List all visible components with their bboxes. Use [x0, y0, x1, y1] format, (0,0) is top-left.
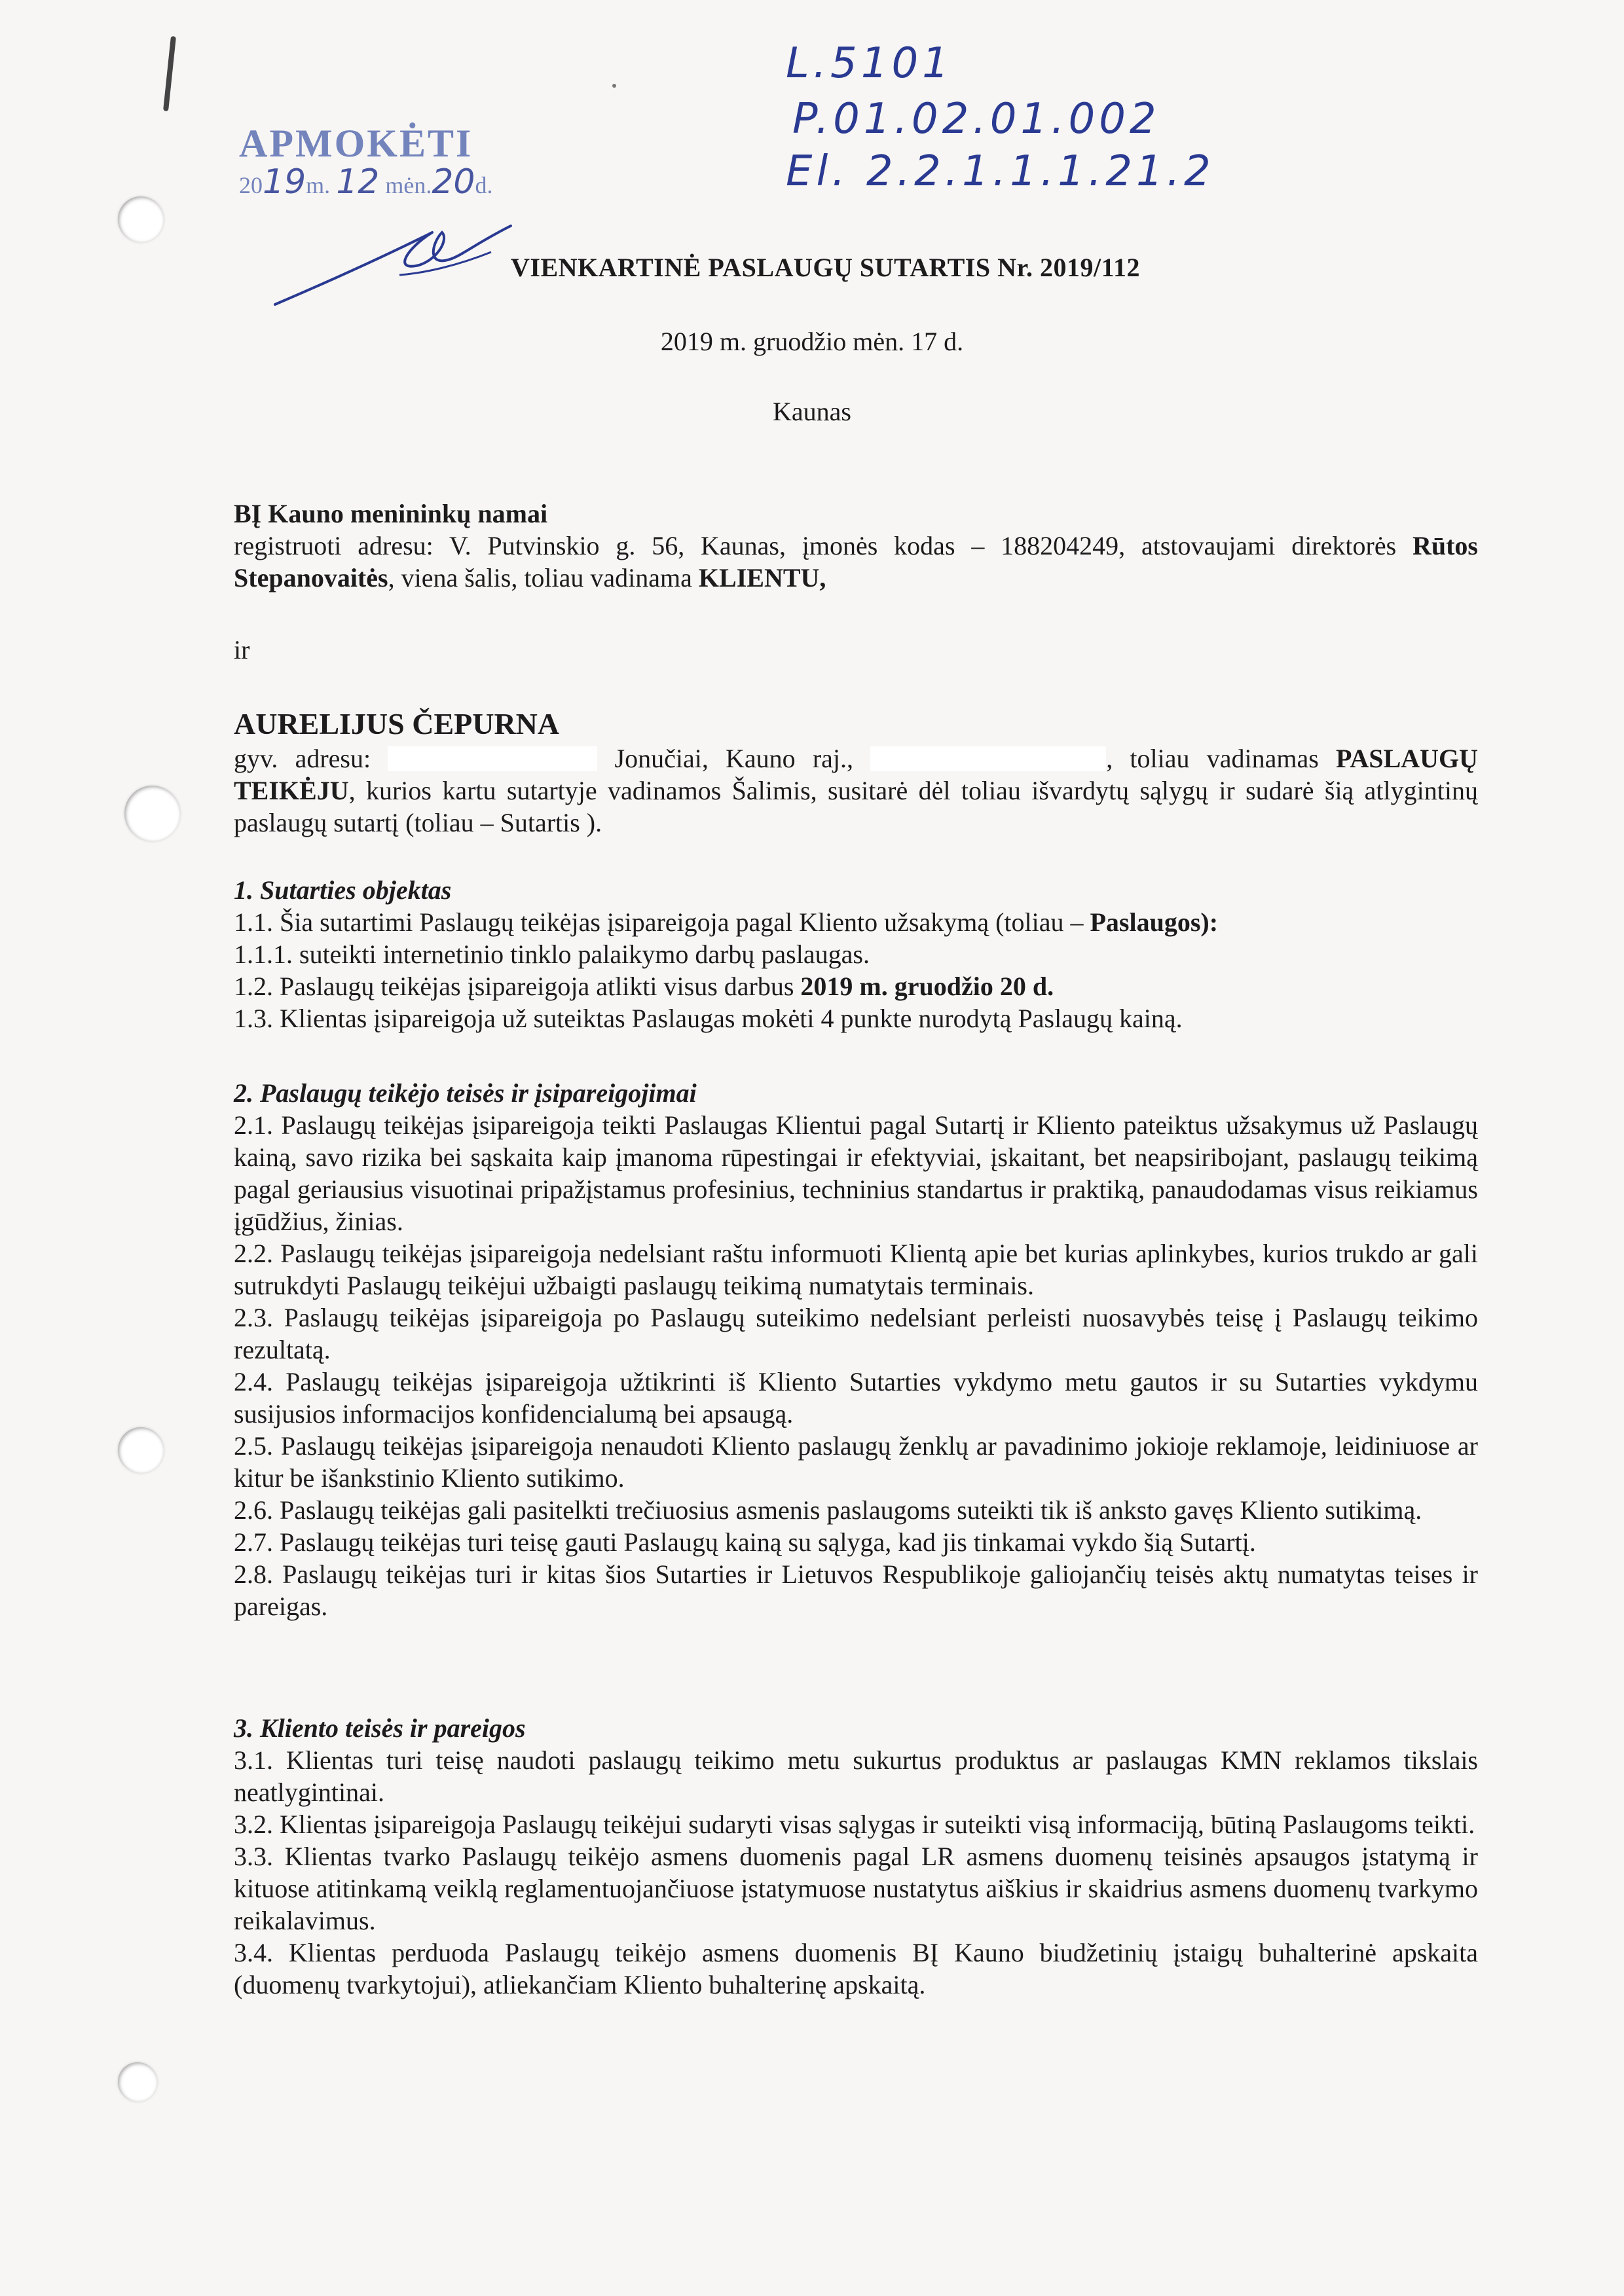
provider-details: gyv. adresu: Jonučiai, Kauno raj., , toliau vadinamas PASLAUGŲ TEIKĖJU, kurios kartu sutartyje vadinamos Šalimis, susitarė dėl toliau išvardytų sąlygų ir sudarė šią atlygintinų paslaugų sutartį (toliau – Sutartis ).	[234, 744, 1479, 837]
payment-stamp	[239, 121, 514, 202]
contract-city: Kaunas	[773, 397, 851, 426]
handwritten-code-2: P.01.02.01.002	[792, 95, 1160, 143]
ink-dot	[612, 84, 616, 88]
punch-hole	[118, 1427, 164, 1473]
clause: 1.1. Šia sutartimi Paslaugų teikėjas įsipareigoja pagal Kliento užsakymą (toliau – Paslaugos):	[234, 907, 1219, 937]
section-2	[234, 1077, 1478, 1622]
client-name: BĮ Kauno menininkų namai	[234, 499, 548, 528]
clause: 3.4. Klientas perduoda Paslaugų teikėjo asmens duomenis BĮ Kauno biudžetinių įstaigų buhalterinė apskaita (duomenų tvarkytojui), atliekančiam Kliento buhalterinę apskaitą.	[234, 1938, 1478, 1999]
conjunction: ir	[234, 635, 250, 665]
clause: 2.3. Paslaugų teikėjas įsipareigoja po Paslaugų suteikimo nedelsiant perleisti nuosavybės teisę į Paslaugų teikimo rezultatą.	[234, 1303, 1478, 1364]
stamp-title: APMOKĖTI	[239, 122, 473, 165]
redacted-id	[870, 746, 1106, 771]
clause: 2.1. Paslaugų teikėjas įsipareigoja teikti Paslaugas Klientui pagal Sutartį ir Kliento pateiktus užsakymus už Paslaugų kainą, savo rizika bei sąskaita kaip įmanoma rūpestingai ir efektyviai, įskaitant, bet neapsiribojant, paslaugų teikimą pagal geriausius visuotinai pripažįstamus profesinius, techninius standartus ir praktiką, panaudodamas visus reikiamus įgūdžius, žinias.	[234, 1110, 1478, 1236]
page-title: VIENKARTINĖ PASLAUGŲ SUTARTIS Nr. 2019/112	[511, 253, 1140, 282]
signature-icon	[268, 213, 517, 311]
clause: 2.6. Paslaugų teikėjas gali pasitelkti trečiuosius asmenis paslaugoms suteikti tik iš anksto gavęs Kliento sutikimą.	[234, 1495, 1422, 1525]
clause: 3.2. Klientas įsipareigoja Paslaugų teikėjui sudaryti visas sąlygas ir suteikti visą informaciją, būtiną Paslaugoms teikti.	[234, 1810, 1475, 1839]
clause: 1.1.1. suteikti internetinio tinklo palaikymo darbų paslaugas.	[234, 939, 870, 969]
punch-hole	[118, 2062, 157, 2102]
clause: 2.5. Paslaugų teikėjas įsipareigoja nenaudoti Kliento paslaugų ženklų ar pavadinimo jokioje reklamoje, leidiniuose ar kitur be išankstinio Kliento sutikimo.	[234, 1431, 1478, 1493]
redacted-address	[388, 746, 597, 771]
clause: 3.1. Klientas turi teisę naudoti paslaugų teikimo metu sukurtus produktus ar paslaugas KMN reklamos tikslais neatlygintinai.	[234, 1745, 1478, 1807]
section-heading: 3. Kliento teisės ir pareigos	[234, 1713, 526, 1743]
handwritten-code-1: L.5101	[786, 39, 953, 88]
clause: 2.7. Paslaugų teikėjas turi teisę gauti Paslaugų kainą su sąlyga, kad jis tinkamai vykdo šią Sutartį.	[234, 1527, 1256, 1557]
clause: 2.4. Paslaugų teikėjas įsipareigoja užtikrinti iš Kliento Sutarties vykdymo metu gautos ir su Sutarties vykdymu susijusios informacijos konfidencialumą bei apsaugą.	[234, 1367, 1478, 1429]
clause: 1.2. Paslaugų teikėjas įsipareigoja atlikti visus darbus 2019 m. gruodžio 20 d.	[234, 972, 1054, 1001]
clause: 2.2. Paslaugų teikėjas įsipareigoja nedelsiant raštu informuoti Klientą apie bet kurias aplinkybes, kurios trukdo ar gali sutrukdyti Paslaugų teikėjui užbaigti paslaugų teikimą numatytais terminais.	[234, 1239, 1478, 1300]
handwritten-code-3: El. 2.2.1.1.1.21.2	[786, 147, 1215, 196]
contract-date: 2019 m. gruodžio mėn. 17 d.	[660, 327, 964, 356]
clause: 3.3. Klientas tvarko Paslaugų teikėjo asmens duomenis pagal LR asmens duomenų teisinės apsaugos įstatymą ir kituose atitinkamą veiklą reglamentuojančiuose įstatymuose nustatytus aiškius ir skaidrius asmens duomenų tvarkymo reikalavimus.	[234, 1842, 1478, 1935]
client-details: registruoti adresu: V. Putvinskio g. 56, Kaunas, įmonės kodas – 188204249, atstovaujami direktorės Rūtos Stepanovaitės, viena šalis, toliau vadinama KLIENTU,	[234, 531, 1478, 592]
section-3	[234, 1712, 1478, 2001]
section-heading: 1. Sutarties objektas	[234, 875, 452, 905]
section-heading: 2. Paslaugų teikėjo teisės ir įsipareigojimai	[234, 1078, 697, 1108]
provider-party	[234, 706, 1478, 839]
pen-mark	[163, 36, 176, 111]
stamp-date: 2019m. 12 mėn.20d.	[239, 162, 493, 202]
provider-name: AURELIJUS ČEPURNA	[234, 707, 560, 740]
punch-hole	[124, 786, 180, 841]
punch-hole	[118, 196, 164, 242]
clause: 2.8. Paslaugų teikėjas turi ir kitas šios Sutarties ir Lietuvos Respublikoje galiojančių teisės aktų numatytas teises ir pareigas.	[234, 1559, 1478, 1621]
section-1	[234, 874, 1478, 1034]
client-party	[234, 498, 1478, 594]
clause: 1.3. Klientas įsipareigoja už suteiktas Paslaugas mokėti 4 punkte nurodytą Paslaugų kainą.	[234, 1004, 1183, 1033]
